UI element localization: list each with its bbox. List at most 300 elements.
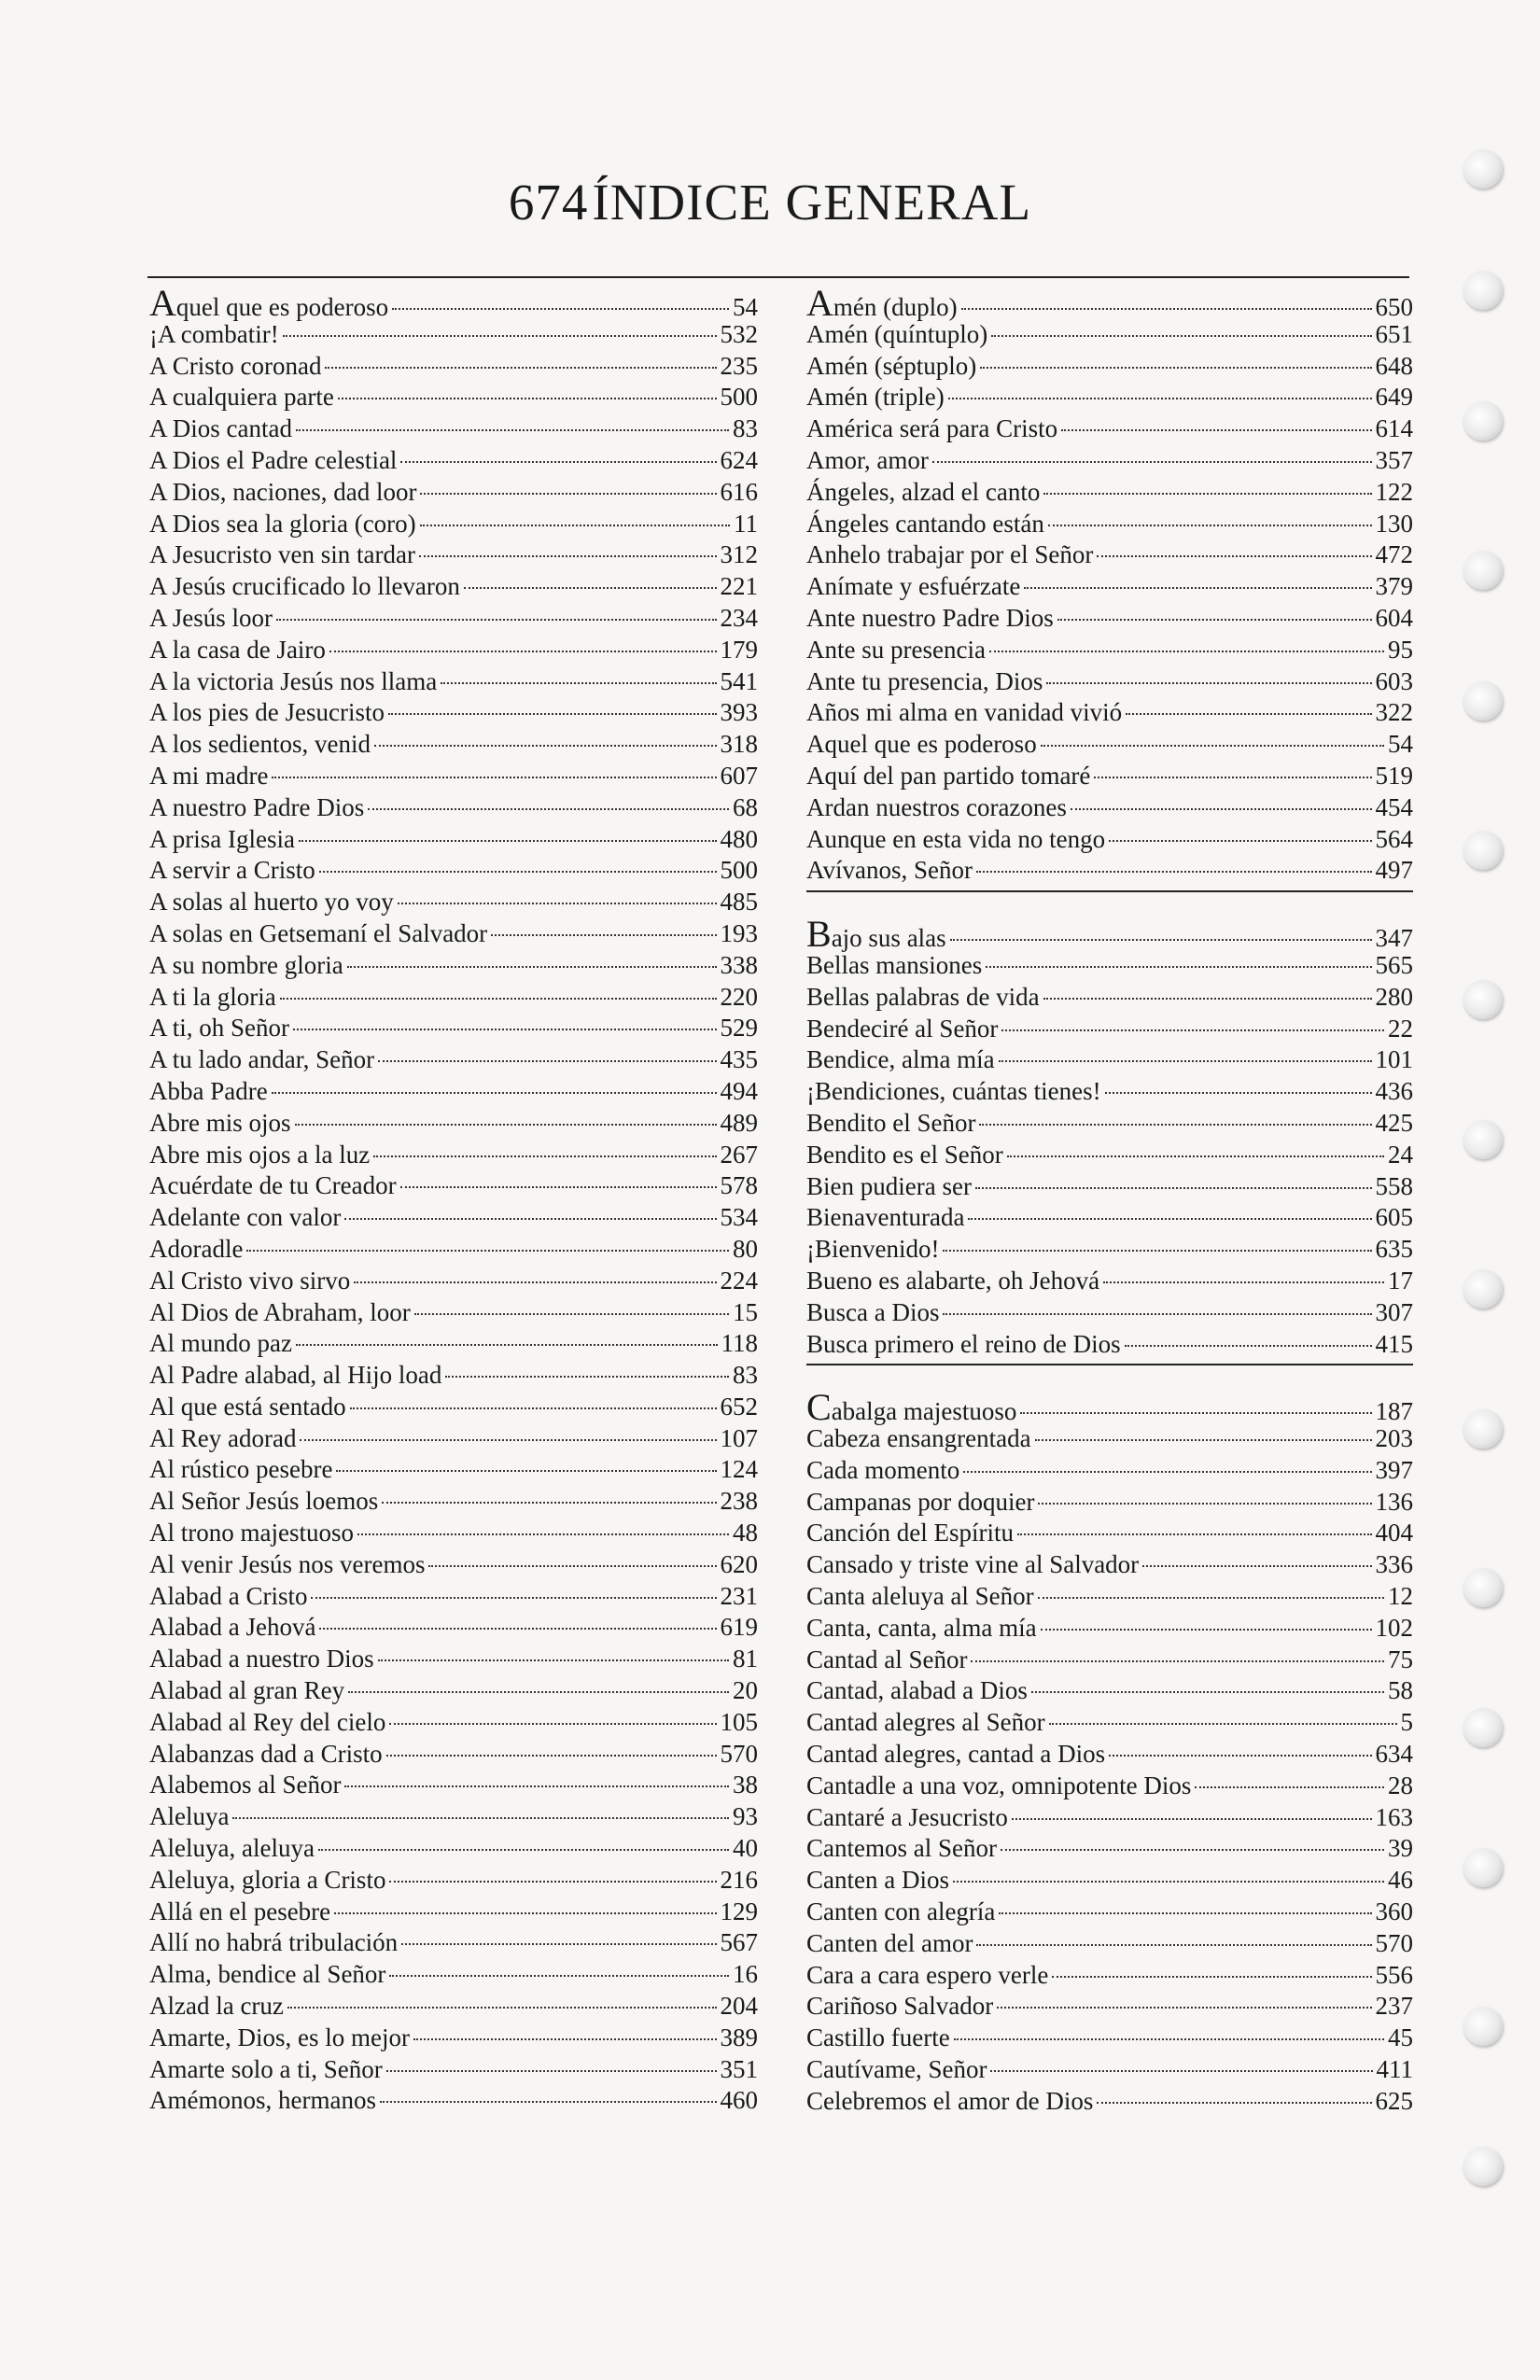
entry-title: Aleluya, gloria a Cristo [149,1865,386,1894]
dot-leader [1007,1155,1384,1157]
dot-leader [971,1660,1384,1662]
entry-title: A nuestro Padre Dios [149,792,365,821]
entry-title: Canten con alegría [806,1897,996,1926]
dot-leader [1043,493,1371,495]
entry-title: Alabad al gran Rey [149,1676,345,1705]
dot-leader [1041,1629,1372,1631]
index-entry [806,1266,1413,1297]
binder-hole [1463,401,1503,441]
index-entry [149,1486,758,1518]
entry-title: Amarte, Dios, es lo mejor [149,2023,410,2051]
entry-title: Al Cristo vivo sirvo [149,1266,351,1295]
entry-title: Bendito es el Señor [806,1140,1003,1169]
dot-leader [932,461,1372,463]
dot-leader [1038,1597,1384,1599]
index-entry [149,445,758,477]
dot-leader [1048,525,1372,526]
dot-leader [991,335,1371,337]
binder-hole [1463,1568,1503,1607]
entry-title: Allá en el pesebre [149,1897,331,1925]
entry-title: A mi madre [149,761,269,790]
entry-title: Acuérdate de tu Creador [149,1171,397,1200]
dot-leader [1049,1723,1397,1725]
entry-number: 24 [1388,1140,1413,1169]
dot-leader [299,840,717,842]
dot-leader [986,966,1371,968]
entry-number: 312 [720,540,758,569]
dot-leader [954,2038,1384,2040]
entry-number: 652 [720,1392,758,1421]
dot-leader [287,2007,717,2009]
index-entry [149,382,758,413]
dot-leader [1012,1818,1372,1820]
entry-title: Al que está sentado [149,1392,346,1421]
index-entry [806,1202,1413,1234]
entry-title: Al rústico pesebre [149,1455,333,1484]
index-entry [149,2054,758,2086]
entry-number: 20 [733,1676,758,1705]
entry-number: 485 [720,888,758,917]
dot-leader [1001,1849,1384,1851]
entry-number: 607 [720,761,758,790]
dot-leader [441,682,716,684]
entry-title: Aquel que es poderoso [806,730,1037,759]
index-entry [806,666,1413,698]
dot-leader [401,1943,716,1945]
dot-leader [1071,808,1372,810]
entry-title: Alabanzas dad a Cristo [149,1739,383,1768]
dot-leader [413,2038,717,2040]
entry-number: 614 [1375,414,1413,443]
dot-leader [1195,1786,1384,1788]
entry-number: 193 [720,918,758,947]
index-entry [149,1044,758,1076]
index-entry [806,2086,1413,2118]
entry-title: Canten a Dios [806,1866,949,1895]
entry-number: 28 [1388,1771,1413,1799]
entry-number: 118 [721,1329,758,1358]
index-entry [806,697,1413,729]
entry-title: Ángeles cantando están [806,509,1044,538]
dot-leader [1061,429,1371,431]
entry-title: A Jesús loor [149,603,273,632]
entry-title: A la victoria Jesús nos llama [149,666,438,695]
index-entry [806,603,1413,635]
entry-title: Cabalga majestuoso [806,1386,1017,1429]
entry-number: 101 [1375,1045,1413,1074]
entry-number: 322 [1375,698,1413,727]
entry-number: 22 [1388,1014,1413,1043]
index-entry [149,1739,758,1771]
dot-leader [1142,1565,1371,1567]
entry-number: 54 [733,293,758,321]
entry-title: Cantaré a Jesucristo [806,1802,1008,1831]
index-entry [806,2023,1413,2054]
entry-number: 216 [720,1865,758,1894]
section-divider [806,1364,1413,1365]
binder-hole [1463,1848,1503,1887]
entry-title: Aunque en esta vida no tengo [806,824,1106,853]
entry-title: Alabad a nuestro Dios [149,1645,374,1673]
index-entry [149,824,758,856]
index-entry [806,1518,1413,1549]
dot-leader [943,1250,1371,1252]
dot-leader [354,1281,716,1283]
dot-leader [373,1155,716,1157]
entry-title: Ante tu presencia, Dios [806,666,1043,695]
entry-number: 404 [1375,1519,1413,1547]
entry-number: 605 [1375,1203,1413,1232]
entry-number: 235 [720,351,758,380]
index-entry [149,950,758,982]
dot-leader [491,934,716,936]
index-entry [149,539,758,571]
dot-leader [1017,1533,1372,1535]
entry-number: 102 [1375,1613,1413,1642]
entry-number: 625 [1375,2086,1413,2115]
index-entry [806,729,1413,761]
entry-title: Cantad, alabad a Dios [806,1676,1028,1705]
index-section-b [806,913,1413,1360]
dot-leader [374,745,717,747]
entry-number: 45 [1388,2023,1413,2052]
entry-title: Bendeciré al Señor [806,1014,999,1043]
entry-number: 570 [720,1739,758,1768]
entry-number: 234 [720,603,758,632]
entry-title: Cariñoso Salvador [806,1992,994,2021]
index-entry [149,1108,758,1140]
dot-leader [1043,998,1372,1000]
dot-leader [325,367,716,369]
index-entry [806,855,1413,887]
entry-number: 397 [1375,1455,1413,1484]
page-header [0,173,1540,231]
entry-title: Campanas por doquier [806,1487,1035,1516]
entry-number: 519 [1375,761,1413,790]
index-entry [806,1771,1413,1802]
entry-title: Aquí del pan partido tomaré [806,761,1091,790]
dot-leader [997,2007,1371,2009]
entry-number: 68 [733,792,758,821]
index-entry [806,1581,1413,1613]
entry-number: 351 [720,2054,758,2083]
page-title: ÍNDICE GENERAL [592,174,1032,231]
entry-title: Ardan nuestros corazones [806,792,1067,821]
entry-title: Aleluya, aleluya [149,1834,315,1863]
entry-number: 238 [720,1487,758,1516]
section-divider [806,890,1413,892]
index-entry [806,1329,1413,1361]
index-entry [806,1297,1413,1329]
index-entry [149,1549,758,1581]
index-entry [806,1865,1413,1897]
index-entry [806,1739,1413,1771]
entry-number: 357 [1375,445,1413,474]
entry-title: A Dios cantad [149,414,292,443]
entry-title: Canta aleluya al Señor [806,1582,1034,1611]
entry-title: Amén (quíntuplo) [806,319,988,348]
index-entry [806,1140,1413,1171]
entry-number: 136 [1375,1487,1413,1516]
entry-number: 129 [720,1897,758,1925]
dot-leader [380,2101,717,2103]
index-entry [149,571,758,603]
entry-title: A servir a Cristo [149,856,315,885]
dot-leader [1097,2102,1371,2104]
entry-number: 529 [720,1014,758,1043]
entry-number: 634 [1375,1740,1413,1769]
dot-leader [295,1124,717,1126]
entry-number: 556 [1375,1960,1413,1989]
binder-hole [1463,1269,1503,1309]
index-entry [806,477,1413,509]
entry-title: Cansado y triste vine al Salvador [806,1550,1140,1579]
dot-leader [1109,1755,1371,1757]
dot-leader [976,1944,1371,1946]
entry-number: 318 [720,730,758,759]
entry-title: Bueno es alabarte, oh Jehová [806,1266,1100,1295]
index-entry [149,1644,758,1675]
entry-number: 54 [1388,730,1413,759]
entry-title: Abre mis ojos a la luz [149,1140,371,1169]
entry-number: 81 [733,1645,758,1673]
entry-title: Años mi alma en vanidad vivió [806,698,1123,727]
binder-hole [1463,149,1503,189]
entry-number: 122 [1375,477,1413,506]
entry-title: Allí no habrá tribulación [149,1928,399,1957]
entry-number: 393 [720,698,758,727]
index-entry [149,1707,758,1739]
dot-leader [990,2070,1372,2072]
index-entry [806,1897,1413,1928]
index-entry [149,1234,758,1266]
entry-title: Cada momento [806,1455,960,1484]
dot-leader [386,1755,717,1757]
entry-number: 454 [1375,792,1413,821]
entry-number: 267 [720,1140,758,1169]
entry-title: Ante su presencia [806,635,986,664]
entry-title: A ti la gloria [149,982,276,1011]
binder-hole [1463,1409,1503,1449]
dot-leader [980,367,1371,369]
index-entry [806,539,1413,571]
binder-hole [1463,2007,1503,2046]
entry-number: 619 [720,1613,758,1642]
dot-leader [350,1407,717,1409]
entry-number: 95 [1388,635,1413,664]
index-entry [149,1297,758,1329]
index-entry [806,1802,1413,1834]
entry-number: 237 [1375,1992,1413,2021]
entry-title: Canten del amor [806,1928,973,1957]
dot-leader [1035,1439,1372,1441]
entry-number: 620 [720,1549,758,1578]
entry-number: 472 [1375,540,1413,569]
index-entry [806,761,1413,792]
index-entry [806,1613,1413,1645]
dot-leader [1103,1281,1384,1283]
entry-number: 280 [1375,982,1413,1011]
dot-leader [943,1313,1371,1315]
index-entry [806,2054,1413,2086]
dot-leader [976,871,1372,873]
dot-leader [319,871,717,873]
entry-title: A solas al huerto yo voy [149,888,394,917]
entry-number: 534 [720,1203,758,1232]
index-entry [806,1487,1413,1519]
dot-leader [300,1439,716,1441]
dot-leader [296,1344,718,1346]
entry-title: Anímate y esfuérzate [806,572,1021,601]
dot-leader [311,1597,716,1599]
entry-title: Aquel que es poderoso [149,282,389,324]
dot-leader [344,1218,716,1220]
index-entry [149,319,758,351]
entry-number: 415 [1375,1329,1413,1358]
index-column-left [149,282,758,2117]
entry-title: A los sedientos, venid [149,730,371,759]
dot-leader [378,1659,729,1661]
entry-number: 425 [1375,1108,1413,1137]
entry-title: Anhelo trabajar por el Señor [806,540,1094,569]
dot-leader [445,1376,729,1378]
entry-number: 648 [1375,351,1413,380]
dot-leader [1125,1345,1372,1347]
dot-leader [319,1628,716,1630]
entry-number: 16 [733,1960,758,1989]
entry-title: Bendice, alma mía [806,1045,995,1074]
index-entry [806,282,1413,324]
entry-title: Al trono majestuoso [149,1519,354,1547]
entry-number: 564 [1375,824,1413,853]
dot-leader [400,461,716,463]
dot-leader [1097,555,1371,557]
entry-title: A Jesús crucificado lo llevaron [149,572,460,601]
dot-leader [1126,713,1371,715]
index-entry [806,1675,1413,1707]
index-entry [149,1423,758,1455]
entry-title: A tu lado andar, Señor [149,1045,375,1074]
index-entry [806,1455,1413,1487]
entry-title: Amor, amor [806,445,929,474]
entry-number: 40 [733,1834,758,1863]
binder-hole [1463,1120,1503,1159]
index-section-c [806,1386,1413,2117]
entry-title: ¡A combatir! [149,319,279,348]
index-entry [149,729,758,761]
index-entry [806,792,1413,824]
entry-number: 163 [1375,1802,1413,1831]
entry-title: A Dios, naciones, dad loor [149,477,417,506]
entry-number: 570 [1375,1928,1413,1957]
entry-title: Busca primero el reino de Dios [806,1329,1121,1358]
dot-leader [1105,1092,1372,1094]
dot-leader [420,525,730,526]
entry-number: 231 [720,1581,758,1610]
index-entry [149,666,758,698]
binder-hole [1463,551,1503,590]
dot-leader [948,398,1372,399]
entry-title: Amén (séptuplo) [806,351,977,380]
dot-leader [1024,587,1371,589]
index-entry [806,1386,1413,1429]
dot-leader [1038,1503,1371,1505]
entry-number: 635 [1375,1235,1413,1264]
entry-number: 224 [720,1266,758,1295]
entry-number: 347 [1375,924,1413,953]
entry-number: 500 [720,856,758,885]
index-entry [149,1770,758,1801]
entry-number: 39 [1388,1834,1413,1863]
entry-number: 204 [720,1992,758,2021]
entry-title: Amarte solo a ti, Señor [149,2054,383,2083]
entry-title: Ante nuestro Padre Dios [806,603,1054,632]
entry-title: Alabemos al Señor [149,1771,342,1799]
header-rule [147,276,1409,278]
entry-number: 480 [720,824,758,853]
index-entry [149,1833,758,1865]
entry-title: ¡Bendiciones, cuántas tienes! [806,1077,1101,1106]
entry-title: Cara a cara espero verle [806,1960,1049,1989]
entry-number: 649 [1375,383,1413,412]
entry-number: 624 [720,445,758,474]
entry-number: 567 [720,1928,758,1957]
dot-leader [246,1250,729,1252]
dot-leader [989,651,1384,652]
dot-leader [338,398,717,399]
dot-leader [975,1187,1372,1189]
entry-number: 651 [1375,319,1413,348]
entry-title: A Jesucristo ven sin tardar [149,540,415,569]
entry-number: 11 [734,509,758,538]
entry-number: 15 [733,1297,758,1326]
entry-title: Adoradle [149,1234,244,1263]
entry-number: 500 [720,383,758,412]
entry-title: Bajo sus alas [806,913,946,956]
entry-number: 105 [720,1707,758,1736]
dot-leader [1041,745,1384,747]
entry-number: 83 [733,1361,758,1390]
dot-leader [334,1912,716,1914]
index-entry [806,413,1413,445]
index-entry [149,1927,758,1959]
entry-title: Ángeles, alzad el canto [806,477,1041,506]
index-entry [806,1549,1413,1581]
index-entry [806,1960,1413,1992]
dot-leader [382,1502,716,1504]
dot-leader [1094,777,1371,778]
entry-number: 12 [1388,1582,1413,1611]
binder-hole [1463,831,1503,870]
entry-title: Abre mis ojos [149,1108,291,1137]
index-section-a [806,282,1413,887]
index-entry [806,445,1413,477]
dot-leader [953,1881,1384,1883]
dot-leader [378,1060,716,1062]
index-entry [149,1076,758,1108]
dot-leader [388,713,717,715]
index-entry [149,1991,758,2023]
entry-title: A los pies de Jesucristo [149,698,385,727]
index-entry [806,950,1413,982]
entry-number: 558 [1375,1171,1413,1200]
entry-number: 460 [720,2086,758,2115]
index-entry [806,982,1413,1014]
index-entry [149,1140,758,1171]
dot-leader [389,1975,729,1977]
index-entry [149,1801,758,1833]
dot-leader [347,966,717,968]
